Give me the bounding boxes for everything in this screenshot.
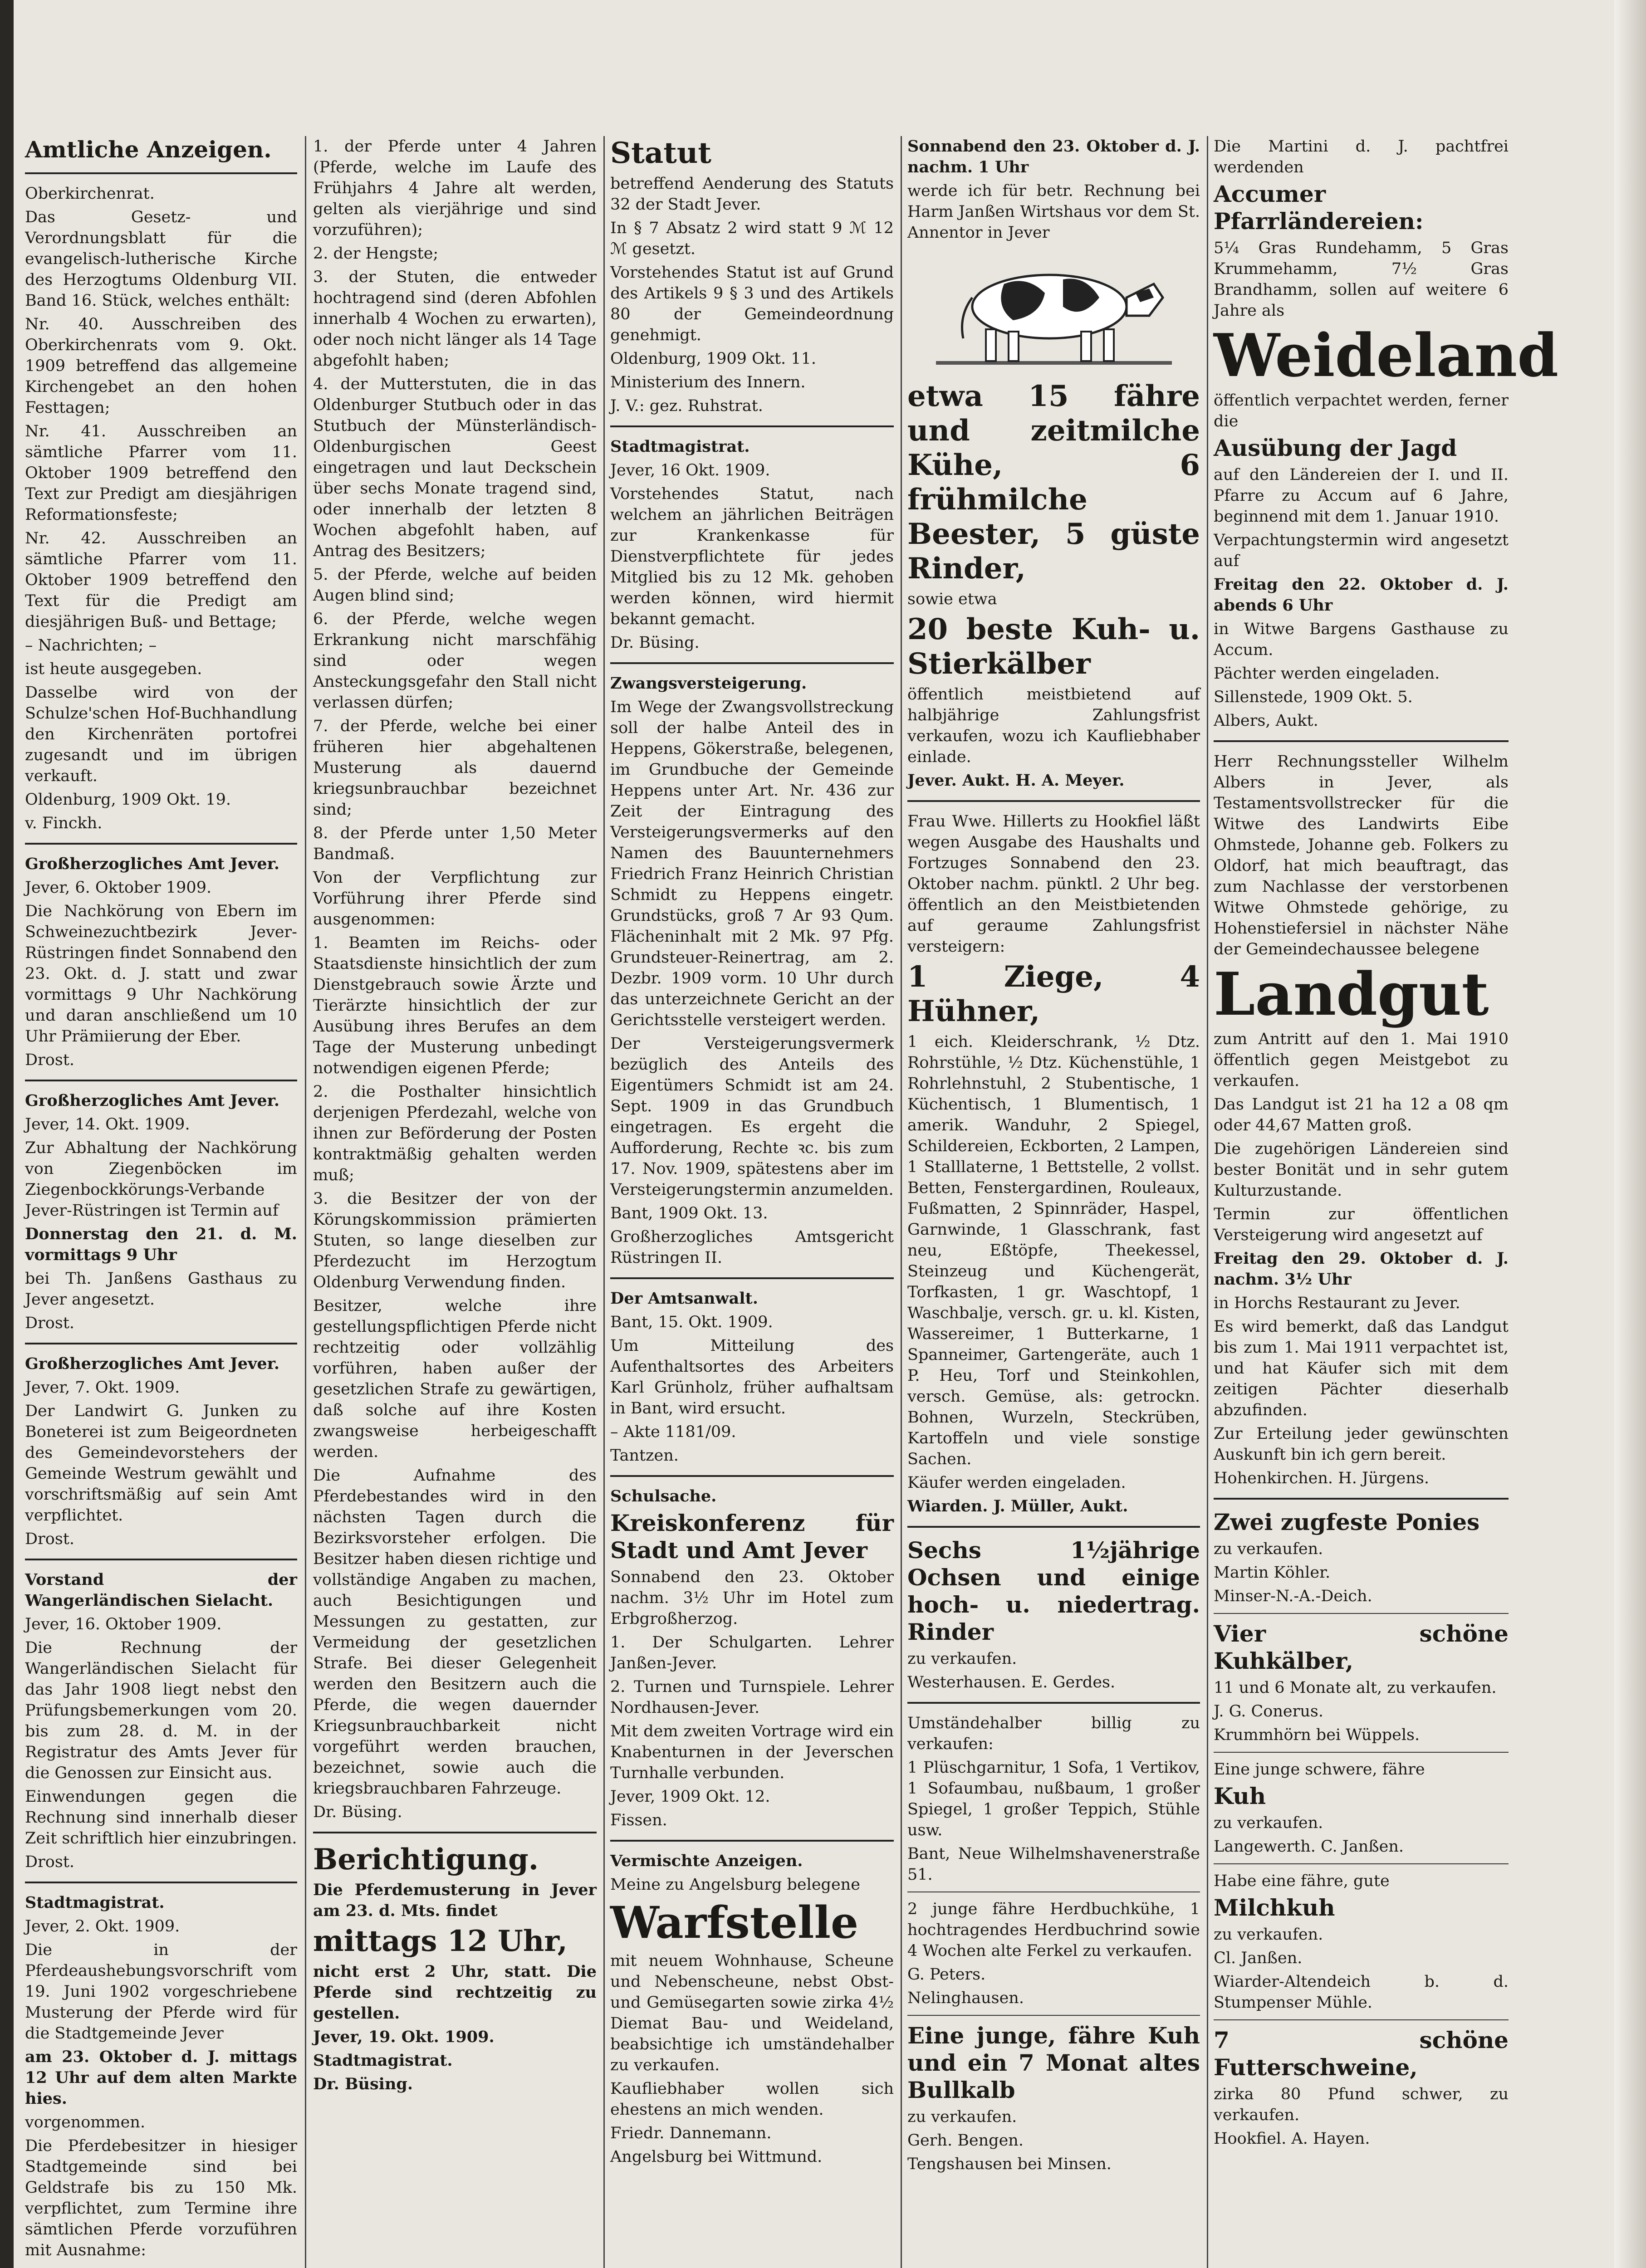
paragraph: Das Landgut ist 21 ha 12 a 08 qm oder 44,67 Matten groß. — [1214, 1095, 1509, 1134]
signature: Drost. — [25, 1853, 75, 1871]
paragraph: In § 7 Absatz 2 wird statt 9 ℳ 12 ℳ gesetzt. — [610, 219, 894, 258]
paragraph: zu verkaufen. — [1214, 1540, 1323, 1558]
notice-heading: Zwangsversteigerung. — [610, 674, 807, 693]
column-horse-muster — [313, 136, 597, 2097]
dateline: Bant, 15. Okt. 1909. — [610, 1313, 773, 1331]
paragraph: Besitzer, welche ihre gestellungspflichtigen Pferde nicht rechtzeitig oder vollzählig vorführen, haben außer der gesetzlichen Strafe zu gewärtigen, daß solche auf ihre Kosten zwangsweise herbeigeschafft werden. — [313, 1297, 597, 1461]
address: Nelinghausen. — [907, 1989, 1024, 2007]
signature: Cl. Janßen. — [1214, 1949, 1303, 1967]
paragraph: zu verkaufen. — [1214, 1926, 1323, 1944]
signature: Dr. Büsing. — [313, 2075, 413, 2093]
column-official-notices — [25, 136, 297, 2263]
signature: Dr. Büsing. — [610, 634, 700, 652]
authority: Ministerium des Innern. — [610, 373, 806, 391]
paragraph: 11 und 6 Monate alt, zu verkaufen. — [1214, 1679, 1497, 1697]
dateline: Jever, 14. Okt. 1909. — [25, 1115, 190, 1134]
paragraph: Um Mitteilung des Aufenthaltsortes des Arbeiters Karl Grünholz, früher aufhaltsam in Bant, wird ersucht. — [610, 1337, 894, 1418]
auction-date: Sonnabend den 23. Oktober d. J. nachm. 1 Uhr — [907, 137, 1200, 176]
paragraph: Dasselbe wird von der Schulze'schen Hof-Buchhandlung den Kirchenräten portofrei zugesandt und im übrigen verkauft. — [25, 684, 297, 785]
paragraph: in Horchs Restaurant zu Jever. — [1214, 1294, 1460, 1312]
signature: Drost. — [25, 1314, 75, 1332]
calves-headline: 20 beste Kuh- u. Stierkälber — [907, 612, 1200, 681]
ad-headline: Zwei zugfeste Ponies — [1214, 1509, 1480, 1535]
paragraph: Die Pferdebesitzer in hiesiger Stadtgemeinde sind bei Geldstrafe bis zu 150 Mk. verpflichtet, zum Termine ihre sämtlichen Pferde vorzuführen mit Ausnahme: — [25, 2137, 297, 2259]
dateline: Sillenstede, 1909 Okt. 5. — [1214, 688, 1413, 706]
section-heading: Vermischte Anzeigen. — [610, 1852, 803, 1870]
paragraph: Frau Wwe. Hillerts zu Hookfiel läßt wegen Ausgabe des Haushalts und Fortzuges Sonnabend den 23. Oktober nachm. pünktl. 2 Uhr beg. öffentlich an den Meistbietenden auf geraume Zahlungsfrist versteigern: — [907, 812, 1200, 956]
notice-heading: Der Amtsanwalt. — [610, 1289, 758, 1308]
paragraph: Einwendungen gegen die Rechnung sind innerhalb dieser Zeit schriftlich hier einzubringen. — [25, 1788, 297, 1848]
signature: Drost. — [25, 1051, 75, 1069]
column-auctions — [907, 136, 1200, 2177]
signature: Martin Köhler. — [1214, 1564, 1331, 1582]
paragraph: Pächter werden eingeladen. — [1214, 665, 1440, 683]
paragraph: sowie etwa — [907, 590, 997, 608]
signature: Tantzen. — [610, 1447, 679, 1465]
paragraph: zu verkaufen. — [907, 2108, 1017, 2126]
paragraph: auf den Ländereien der I. und II. Pfarre zu Accum auf 6 Jahre, beginnend mit dem 1. Januar 1910. — [1214, 466, 1509, 526]
dateline: Oldenburg, 1909 Okt. 11. — [610, 350, 816, 368]
column-rule — [603, 136, 605, 2268]
notice-heading: Schulsache. — [610, 1487, 717, 1505]
notice-heading: Großherzogliches Amt Jever. — [25, 1354, 280, 1373]
notice-heading: Stadtmagistrat. — [25, 1893, 165, 1912]
paragraph: Eine junge schwere, fähre — [1214, 1760, 1425, 1779]
paragraph: Verpachtungstermin wird angesetzt auf — [1214, 531, 1509, 570]
paragraph: zu verkaufen. — [1214, 1814, 1323, 1832]
list-item: 6. der Pferde, welche wegen Erkrankung nicht marschfähig sind oder wegen Ansteckungsgefahr den Stall nicht verlassen dürfen; — [313, 610, 597, 712]
paragraph: Termin zur öffentlichen Versteigerung wird angesetzt auf — [1214, 1205, 1509, 1244]
list-item: 4. der Mutterstuten, die in das Oldenburger Stutbuch oder in das Stutbuch der Münsterländisch-Oldenburgischen Geest eingetragen und laut Deckschein über sechs Monate tragend sind, oder innerhalb der letzten 8 Wochen abgefohlt haben, auf Antrag des Besitzers; — [313, 375, 597, 560]
paragraph: ist heute ausgegeben. — [25, 660, 202, 678]
ad-headline: Vier schöne Kuhkälber, — [1214, 1620, 1509, 1674]
paragraph: mit neuem Wohnhause, Scheune und Nebenscheune, nebst Obst- und Gemüsegarten sowie zirka 4½ Diemat Bau- und Weideland, beabsichtige ich umständehalber zu verkaufen. — [610, 1952, 894, 2074]
dateline: Bant, 1909 Okt. 13. — [610, 1204, 768, 1222]
signature: Dr. Büsing. — [313, 1803, 402, 1821]
emphasis: Donnerstag den 21. d. M. vormittags 9 Uhr — [25, 1225, 297, 1264]
signature: Drost. — [25, 1530, 75, 1548]
paragraph: Von der Verpflichtung zur Vorführung ihrer Pferde sind ausgenommen: — [313, 869, 597, 929]
dateline: Jever, 7. Okt. 1909. — [25, 1378, 180, 1397]
paragraph: 2 junge fähre Herdbuchkühe, 1 hochtragendes Herdbuchrind sowie 4 Wochen alte Ferkel zu verkaufen. — [907, 1900, 1200, 1960]
paragraph: Nr. 41. Ausschreiben an sämtliche Pfarrer vom 11. Oktober 1909 betreffend den Text zur Predigt am diesjährigen Reformationsfeste; — [25, 422, 297, 524]
signature: Wiarden. J. Müller, Aukt. — [907, 1497, 1128, 1515]
list-item: 8. der Pferde unter 1,50 Meter Bandmaß. — [313, 824, 597, 863]
page-binding — [0, 0, 14, 2268]
paragraph: Meine zu Angelsburg belegene — [610, 1876, 860, 1894]
list-item: 7. der Pferde, welche bei einer früheren hier abgehaltenen Musterung als dauernd kriegsunbrauchbar bezeichnet sind; — [313, 717, 597, 819]
paragraph: 1 eich. Kleiderschrank, ½ Dtz. Rohrstühle, ½ Dtz. Küchenstühle, 1 Rohrlehnstuhl, 2 Stubentische, 1 Küchentisch, 1 Blumentisch, 1 amerik. Wanduhr, 2 Spiegel, Schildereien, Eckborten, 2 Lampen, 1 Stalllaterne, 1 Bettstelle, 2 vollst. Betten, Fenstergardinen, Rouleaux, Fußmatten, 2 Spinnräder, Haspel, Garnwinde, 1 Glasschrank, fast neu, Eßtöpfe, Theekessel, Steinzeug und Küchengerät, Torfkasten, 1 gr. Waschtopf, 1 Waschbalje, versch. gr. u. kl. Kisten, Wassereimer, 1 Butterkarne, 1 Spanneimer, Gartengeräte, auch 1 P. Heu, Torf und Steinkohlen, versch. Gemüse, als: getrockn. Bohnen, Wurzeln, Steckrüben, Kartoffeln und viele sonstige Sachen. — [907, 1033, 1200, 1468]
paragraph: Der Landwirt G. Junken zu Boneterei ist zum Beigeordneten des Gemeindevorstehers der Gemeinde Westrum gewählt und vorschriftsmäßig auf sein Amt verpflichtet. — [25, 1402, 297, 1525]
ad-headline: Eine junge, fähre Kuh und ein 7 Monat altes Bullkalb — [907, 2022, 1200, 2103]
signature: Langewerth. C. Janßen. — [1214, 1838, 1404, 1856]
emphasis: am 23. Oktober d. J. mittags 12 Uhr auf dem alten Markte hies. — [25, 2048, 297, 2108]
paragraph: Die in der Pferdeaushebungsvorschrift vom 19. Juni 1902 vorgeschriebene Musterung der Pferde wird für die Stadtgemeinde Jever — [25, 1941, 297, 2043]
dateline: Jever, 2. Okt. 1909. — [25, 1917, 180, 1936]
authority: Stadtmagistrat. — [313, 2051, 453, 2070]
dateline: Jever, 1909 Okt. 12. — [610, 1788, 770, 1806]
cow-icon — [936, 248, 1172, 375]
list-item: 2. die Posthalter hinsichtlich derjenigen Pferdezahl, welche von ihnen zur Beförderung der Posten kontraktmäßig gehalten werden muß; — [313, 1083, 597, 1184]
paragraph: Das Gesetz- und Verordnungsblatt für die evangelisch-lutherische Kirche des Herzogtums Oldenburg VII. Band 16. Stück, welches enthält: — [25, 208, 297, 310]
dateline: Jever, 16 Okt. 1909. — [610, 461, 770, 479]
paragraph: Sonnabend den 23. Oktober nachm. 3½ Uhr im Hotel zum Erbgroßherzog. — [610, 1568, 894, 1628]
paragraph: öffentlich verpachtet werden, ferner die — [1214, 391, 1509, 430]
paragraph: zu verkaufen. — [907, 1650, 1017, 1668]
paragraph: Vorstehendes Statut, nach welchem an jährlichen Beiträgen zur Krankenkasse für Dienstverpflichtete für jedes Mitglied bis zu 12 Mk. gehoben werden können, wird hiermit bekannt gemacht. — [610, 485, 894, 628]
paragraph: Vorstehendes Statut ist auf Grund des Artikels 9 § 3 und des Artikels 80 der Gemeindeordnung genehmigt. — [610, 264, 894, 344]
paragraph: werde ich für betr. Rechnung bei Harm Janßen Wirtshaus vor dem St. Annentor in Jever — [907, 182, 1200, 242]
notice-heading: Stadtmagistrat. — [610, 437, 750, 456]
column-land-sales — [1214, 136, 1559, 2152]
ad-headline: Kuh — [1214, 1783, 1266, 1809]
address: Krummhörn bei Wüppels. — [1214, 1726, 1420, 1744]
address: Angelsburg bei Wittmund. — [610, 2148, 823, 2166]
paragraph: Die Martini d. J. pachtfrei werdenden — [1214, 137, 1509, 176]
paragraph: Die zugehörigen Ländereien sind bester Bonität und in sehr gutem Kulturzustande. — [1214, 1140, 1509, 1200]
signature: G. Peters. — [907, 1965, 986, 1984]
paragraph: Die Aufnahme des Pferdebestandes wird in den nächsten Tagen durch die Bezirksvorsteher erfolgen. Die Besitzer haben diesen richtige und vollständige Angaben zu machen, auch Besichtigungen und Messungen zu gestatten, zur Vermeidung der gesetzlichen Strafe. Bei dieser Gelegenheit werden den Besitzern auch die Pferde, die wegen dauernder Kriegsunbrauchbarkeit nicht vorgeführt werden brauchen, bezeichnet, sowie auch die kriegsbrauchbaren Fahrzeuge. — [313, 1466, 597, 1798]
paragraph: 1 Plüschgarnitur, 1 Sofa, 1 Vertikov, 1 Sofaumbau, nußbaum, 1 großer Spiegel, 1 großer Teppich, Stühle usw. — [907, 1759, 1200, 1839]
file-reference: – Akte 1181/09. — [610, 1423, 736, 1441]
paragraph: Die Nachkörung von Ebern im Schweinezuchtbezirk Jever-Rüstringen findet Sonnabend den 23. Okt. d. J. statt und zwar vormittags 9 Uhr Nachkörung und daran anschließend um 10 Uhr Prämiierung der Eber. — [25, 902, 297, 1046]
auction-date: Freitag den 29. Oktober d. J. nachm. 3½ Uhr — [1214, 1249, 1509, 1289]
paragraph: – Nachrichten; – — [25, 636, 157, 655]
paragraph: Oberkirchenrat. — [25, 185, 155, 203]
paragraph: in Witwe Bargens Gasthause zu Accum. — [1214, 620, 1509, 659]
paragraph: Umständehalber billig zu verkaufen: — [907, 1714, 1200, 1753]
paragraph: Nr. 40. Ausschreiben des Oberkirchenrats vom 9. Okt. 1909 betreffend das allgemeine Kirchengebet an den hohen Festtagen; — [25, 315, 297, 417]
paragraph: Zur Erteilung jeder gewünschten Auskunft bin ich gern bereit. — [1214, 1425, 1509, 1464]
paragraph: Zur Abhaltung der Nachkörung von Ziegenböcken im Ziegenbockkörungs-Verbande Jever-Rüstringen ist Termin auf — [25, 1139, 297, 1220]
column-rule — [901, 136, 902, 2268]
paragraph: Kaufliebhaber wollen sich ehestens an mich wenden. — [610, 2080, 894, 2119]
correction-text: Die Pferdemusterung in Jever am 23. d. Mts. findet — [313, 1881, 597, 1920]
paragraph: Herr Rechnungssteller Wilhelm Albers in Jever, als Testamentsvollstrecker für die Witwe des Landwirts Eibe Ohmstede, Johanne geb. Folkers zu Oldorf, hat mich beauftragt, das zum Nachlasse der verstorbenen Witwe Ohmstede gehörige, zu Hohenstiefersiel in nächster Nähe der Gemeindechaussee belegene — [1214, 753, 1509, 958]
paragraph: öffentlich meistbietend auf halbjährige Zahlungsfrist verkaufen, wozu ich Kaufliebhaber einlade. — [907, 685, 1200, 766]
conference-title: Kreiskonferenz für Stadt und Amt Jever — [610, 1510, 894, 1564]
ad-headline: Landgut — [1214, 959, 1489, 1029]
section-heading: Amtliche Anzeigen. — [25, 136, 272, 163]
list-item: 1. der Pferde unter 4 Jahren (Pferde, welche im Laufe des Frühjahrs 4 Jahre alt werden, gelten als vierjährige und sind vorzuführen); — [313, 137, 597, 239]
paragraph: Habe eine fähre, gute — [1214, 1872, 1390, 1890]
signature: Hookfiel. A. Hayen. — [1214, 2130, 1370, 2148]
signature: Gerh. Bengen. — [907, 2131, 1024, 2150]
paragraph: Mit dem zweiten Vortrage wird ein Knabenturnen in der Jeverschen Turnhalle verbunden. — [610, 1722, 894, 1782]
ad-headline: Weideland — [1214, 321, 1559, 390]
signature: Fissen. — [610, 1811, 667, 1829]
notice-heading: Vorstand der Wangerländischen Sielacht. — [25, 1570, 297, 1610]
ad-headline: Ausübung der Jagd — [1214, 435, 1457, 461]
signature: v. Finckh. — [25, 814, 103, 832]
list-item: 3. der Stuten, die entweder hochtragend sind (deren Abfohlen innerhalb 4 Wochen zu erwarten), oder noch nicht länger als 14 Tage abgefohlt haben; — [313, 268, 597, 370]
paragraph: bei Th. Janßens Gasthaus zu Jever angesetzt. — [25, 1270, 297, 1309]
column-statute — [610, 136, 894, 2170]
ad-headline: Milchkuh — [1214, 1894, 1335, 1921]
address: Tengshausen bei Minsen. — [907, 2155, 1112, 2173]
auction-date: Freitag den 22. Oktober d. J. abends 6 Uhr — [1214, 575, 1509, 615]
notice-heading: Großherzogliches Amt Jever. — [25, 1091, 280, 1110]
address: Bant, Neue Wilhelmshavenerstraße 51. — [907, 1845, 1200, 1884]
paragraph: vorgenommen. — [25, 2113, 146, 2131]
signature: J. G. Conerus. — [1214, 1702, 1323, 1721]
ad-headline: Sechs 1½jährige Ochsen und einige hoch- u. niedertrag. Rinder — [907, 1537, 1200, 1645]
list-item: 2. der Hengste; — [313, 244, 439, 263]
dateline: Jever, 19. Okt. 1909. — [313, 2028, 495, 2046]
column-rule — [305, 136, 306, 2268]
ad-headline: Warfstelle — [610, 1897, 859, 1948]
signature: Albers, Aukt. — [1214, 712, 1318, 730]
list-item: 1. Der Schulgarten. Lehrer Janßen-Jever. — [610, 1633, 894, 1672]
statute-title: Statut — [610, 136, 711, 170]
paragraph: Es wird bemerkt, daß das Landgut bis zum 1. Mai 1911 verpachtet ist, und hat Käufer sich mit dem zeitigen Pächter dieserhalb abzufinden. — [1214, 1318, 1509, 1419]
paragraph: Im Wege der Zwangsvollstreckung soll der halbe Anteil des in Heppens, Gökerstraße, belegenen, im Grundbuche der Gemeinde Heppens unter Art. Nr. 436 zur Zeit der Eintragung des Versteigerungsvermerks auf den Namen des Bauunternehmers Friedrich Franz Heinrich Christian Schmidt zu Heppens eingetr. Grundstücks, groß 7 Ar 93 Qum. Flächeninhalt mit 2 Mk. 97 Pfg. Grundsteuer-Reinertrag, am 2. Dezbr. 1909 vorm. 10 Uhr durch das unterzeichnete Gericht an der Gerichtsstelle versteigert werden. — [610, 698, 894, 1029]
correction-time: mittags 12 Uhr, — [313, 1924, 568, 1958]
page-edge — [1614, 0, 1646, 2268]
paragraph: betreffend Aenderung des Statuts 32 der Stadt Jever. — [610, 175, 894, 214]
signature: Friedr. Dannemann. — [610, 2124, 772, 2142]
column-rule — [1207, 136, 1208, 2268]
dateline: Jever, 6. Oktober 1909. — [25, 879, 212, 897]
ad-headline: 7 schöne Futterschweine, — [1214, 2027, 1509, 2081]
dateline: Jever, 16. Oktober 1909. — [25, 1615, 222, 1633]
authority: Großherzogliches Amtsgericht Rüstringen II. — [610, 1228, 894, 1267]
paragraph: Der Versteigerungsvermerk bezüglich des Anteils des Eigentümers Schmidt ist am 24. Sept. 1909 in das Grundbuch eingetragen. Es ergeht die Aufforderung, Rechte ꝛc. bis zum 17. Nov. 1909, spätestens aber im Versteigerungstermin anzumelden. — [610, 1035, 894, 1199]
correction-text: nicht erst 2 Uhr, statt. Die Pferde sind rechtzeitig zu gestellen. — [313, 1962, 597, 2023]
list-item: 1. Beamten im Reichs- oder Staatsdienste hinsichtlich der zum Dienstgebrauch sowie Ärzte und Tierärzte hinsichtlich der zur Ausübung ihres Berufes an dem Tage der Musterung unbedingt notwendigen eigenen Pferde; — [313, 934, 597, 1077]
list-item: 2. Turnen und Turnspiele. Lehrer Nordhausen-Jever. — [610, 1678, 894, 1717]
signature: J. V.: gez. Ruhstrat. — [610, 397, 763, 415]
dateline: Oldenburg, 1909 Okt. 19. — [25, 791, 231, 809]
ad-headline: Accumer Pfarrländereien: — [1214, 181, 1424, 235]
paragraph: zirka 80 Pfund schwer, zu verkaufen. — [1214, 2085, 1509, 2124]
list-item: 3. die Besitzer der von der Körungskommission prämierten Stuten, so lange dieselben zur Pferdezucht im Herzogtum Oldenburg Verwendung finden. — [313, 1190, 597, 1291]
paragraph: Nr. 42. Ausschreiben an sämtliche Pfarrer vom 11. Oktober 1909 betreffend den Text für die Predigt am diesjährigen Buß- und Bettage; — [25, 529, 297, 631]
address: Wiarder-Altendeich b. d. Stumpenser Mühle. — [1214, 1973, 1509, 2012]
signature: Westerhausen. E. Gerdes. — [907, 1673, 1116, 1691]
paragraph: 5¼ Gras Rundehamm, 5 Gras Krummehamm, 7½ Gras Brandhamm, sollen auf weitere 6 Jahre als — [1214, 239, 1509, 320]
paragraph: zum Antritt auf den 1. Mai 1910 öffentlich gegen Meistgebot zu verkaufen. — [1214, 1030, 1509, 1090]
list-item: 5. der Pferde, welche auf beiden Augen blind sind; — [313, 566, 597, 605]
ad-headline: 1 Ziege, 4 Hühner, — [907, 960, 1200, 1028]
address: Minser-N.-A.-Deich. — [1214, 1587, 1372, 1605]
notice-heading: Großherzogliches Amt Jever. — [25, 855, 280, 873]
correction-title: Berichtigung. — [313, 1843, 539, 1877]
paragraph: Die Rechnung der Wangerländischen Sielacht für das Jahr 1908 liegt nebst den Prüfungsbemerkungen vom 20. bis zum 28. d. M. in der Registratur des Amts Jever für die Genossen zur Einsicht aus. — [25, 1639, 297, 1782]
paragraph: Käufer werden eingeladen. — [907, 1474, 1126, 1492]
cattle-headline: etwa 15 fähre und zeitmilche Kühe, 6 frühmilche Beester, 5 güste Rinder, — [907, 379, 1200, 586]
signature: Jever. Aukt. H. A. Meyer. — [907, 771, 1125, 790]
signature: Hohenkirchen. H. Jürgens. — [1214, 1469, 1429, 1487]
